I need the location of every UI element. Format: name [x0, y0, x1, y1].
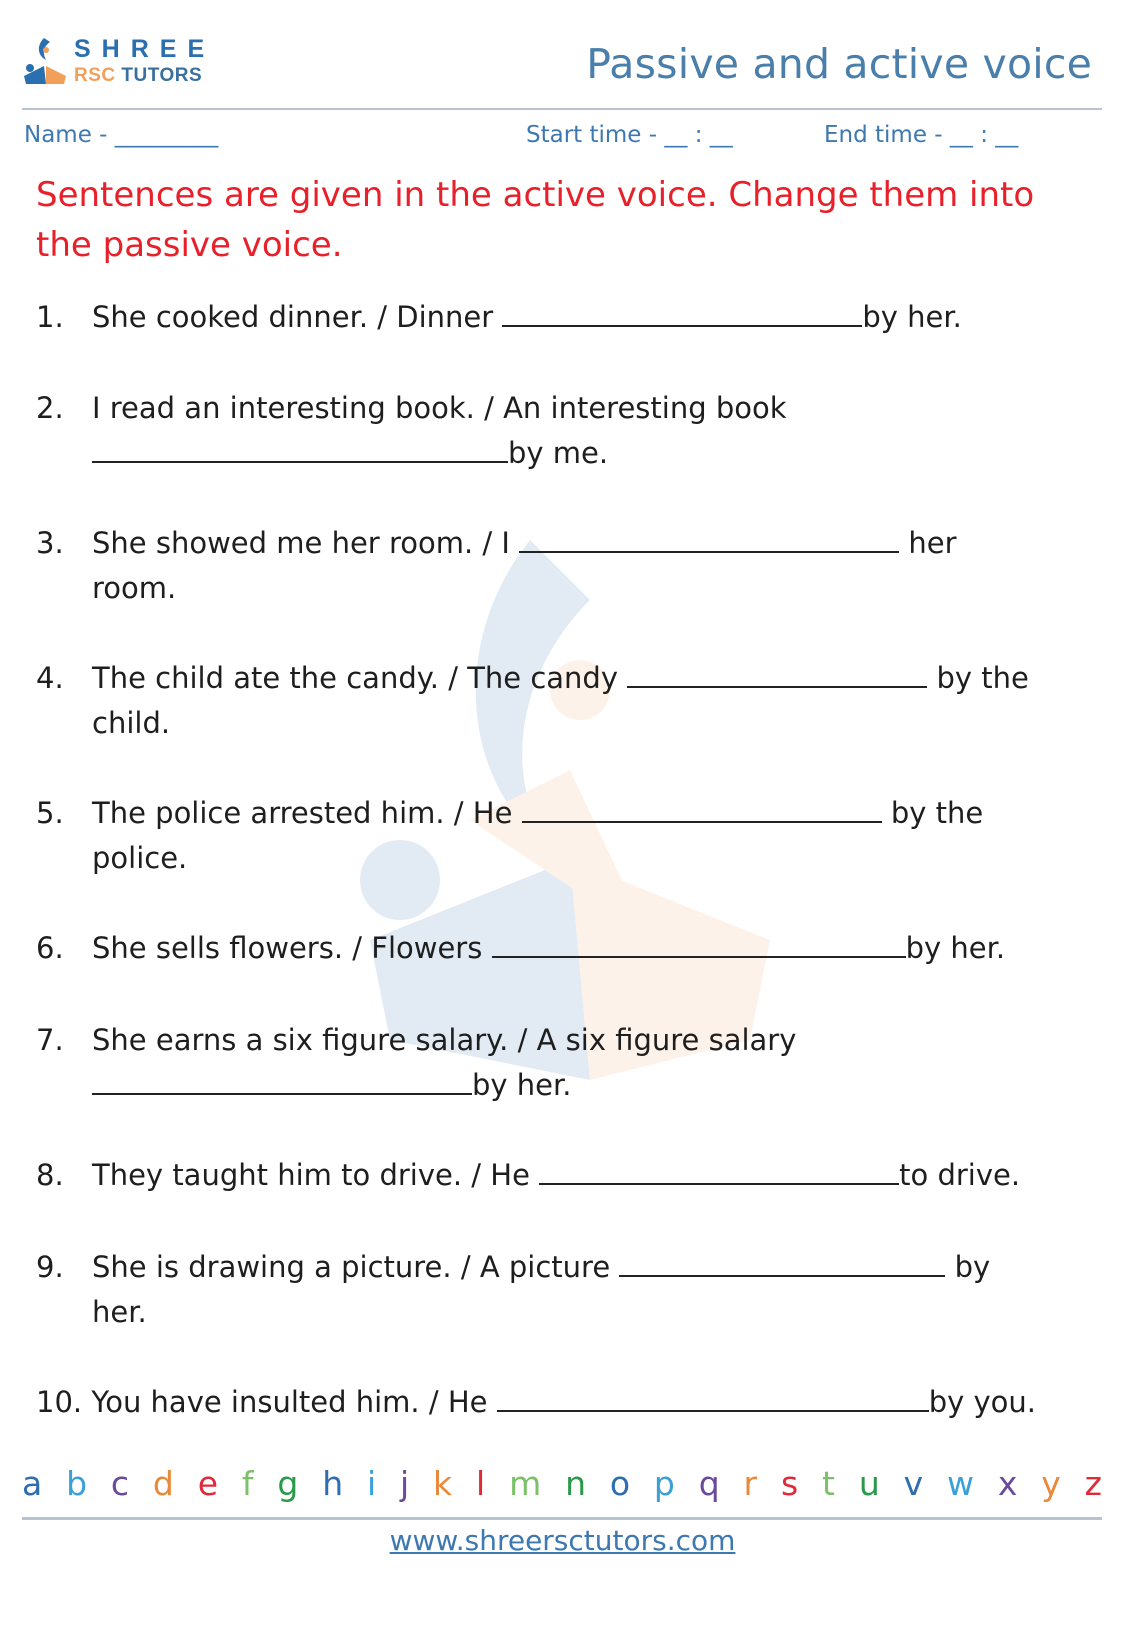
end-time-field[interactable]: End time - __ : __ [824, 122, 1019, 148]
page-header [22, 28, 1102, 108]
alphabet-letter: c [110, 1464, 130, 1503]
footer-divider [22, 1517, 1102, 1520]
alphabet-letter: h [322, 1464, 344, 1503]
alphabet-letter: j [400, 1464, 410, 1503]
alphabet-letter: k [433, 1464, 453, 1503]
logo-shree-text: SHREE [74, 35, 216, 63]
alphabet-letter: t [822, 1464, 835, 1503]
name-field[interactable]: Name - _________ [24, 122, 219, 148]
website-link[interactable]: www.shreersctutors.com [389, 1524, 736, 1557]
alphabet-letter: w [947, 1464, 975, 1503]
alphabet-letter: z [1084, 1464, 1102, 1503]
answer-blank-9[interactable] [619, 1247, 945, 1277]
alphabet-letter: x [997, 1464, 1018, 1503]
answer-blank-4[interactable] [627, 658, 927, 688]
answer-blank-7[interactable] [92, 1065, 472, 1095]
question-5: 5. The police arrested him. / He by the police. [36, 791, 1096, 881]
alphabet-letter: e [197, 1464, 219, 1503]
alphabet-letter: o [609, 1464, 631, 1503]
answer-blank-3[interactable] [519, 523, 899, 553]
answer-blank-1[interactable] [502, 297, 862, 327]
question-6: 6. She sells flowers. / Flowers by her. [36, 926, 1096, 971]
alphabet-letter: a [22, 1464, 43, 1503]
alphabet-letter: m [509, 1464, 542, 1503]
alphabet-letter: r [743, 1464, 758, 1503]
alphabet-letter: u [858, 1464, 880, 1503]
question-9: 9. She is drawing a picture. / A picture by her. [36, 1245, 1096, 1335]
answer-blank-2[interactable] [92, 433, 508, 463]
start-time-field[interactable]: Start time - __ : __ [526, 122, 733, 148]
question-10: 10. You have insulted him. / He by you. [36, 1380, 1096, 1425]
alphabet-letter: b [66, 1464, 88, 1503]
logo-tutors-text: TUTORS [115, 65, 203, 86]
header-divider [22, 108, 1102, 110]
instructions: Sentences are given in the active voice. Change them into the passive voice. [36, 175, 1035, 265]
alphabet-letter: y [1041, 1464, 1061, 1503]
answer-blank-10[interactable] [497, 1382, 929, 1412]
answer-blank-8[interactable] [539, 1155, 899, 1185]
question-1: 1. She cooked dinner. / Dinner by her. [36, 295, 1096, 340]
alphabet-letter: l [476, 1464, 486, 1503]
alphabet-letter: f [241, 1464, 254, 1503]
question-7: 7. She earns a six figure salary. / A six figure salary by her. [36, 1023, 797, 1102]
alphabet-strip [22, 1464, 1102, 1503]
answer-blank-5[interactable] [522, 793, 882, 823]
answer-blank-6[interactable] [492, 928, 906, 958]
question-8: 8. They taught him to drive. / He to drive. [36, 1153, 1096, 1198]
logo-rsc-text: RSC [74, 65, 116, 86]
question-2: 2. I read an interesting book. / An interesting book by me. [36, 391, 787, 470]
worksheet-title: Passive and active voice [586, 40, 1092, 88]
alphabet-letter: d [152, 1464, 174, 1503]
alphabet-letter: n [565, 1464, 586, 1503]
brand-logo [22, 36, 215, 86]
alphabet-letter: g [277, 1464, 299, 1503]
alphabet-letter: s [780, 1464, 799, 1503]
question-4: 4. The child ate the candy. / The candy by the child. [36, 656, 1096, 746]
alphabet-letter: i [366, 1464, 377, 1503]
logo-book-icon [22, 36, 68, 86]
alphabet-letter: q [698, 1464, 720, 1503]
question-3: 3. She showed me her room. / I her room. [36, 521, 1096, 611]
alphabet-letter: p [653, 1464, 675, 1503]
alphabet-letter: v [903, 1464, 924, 1503]
